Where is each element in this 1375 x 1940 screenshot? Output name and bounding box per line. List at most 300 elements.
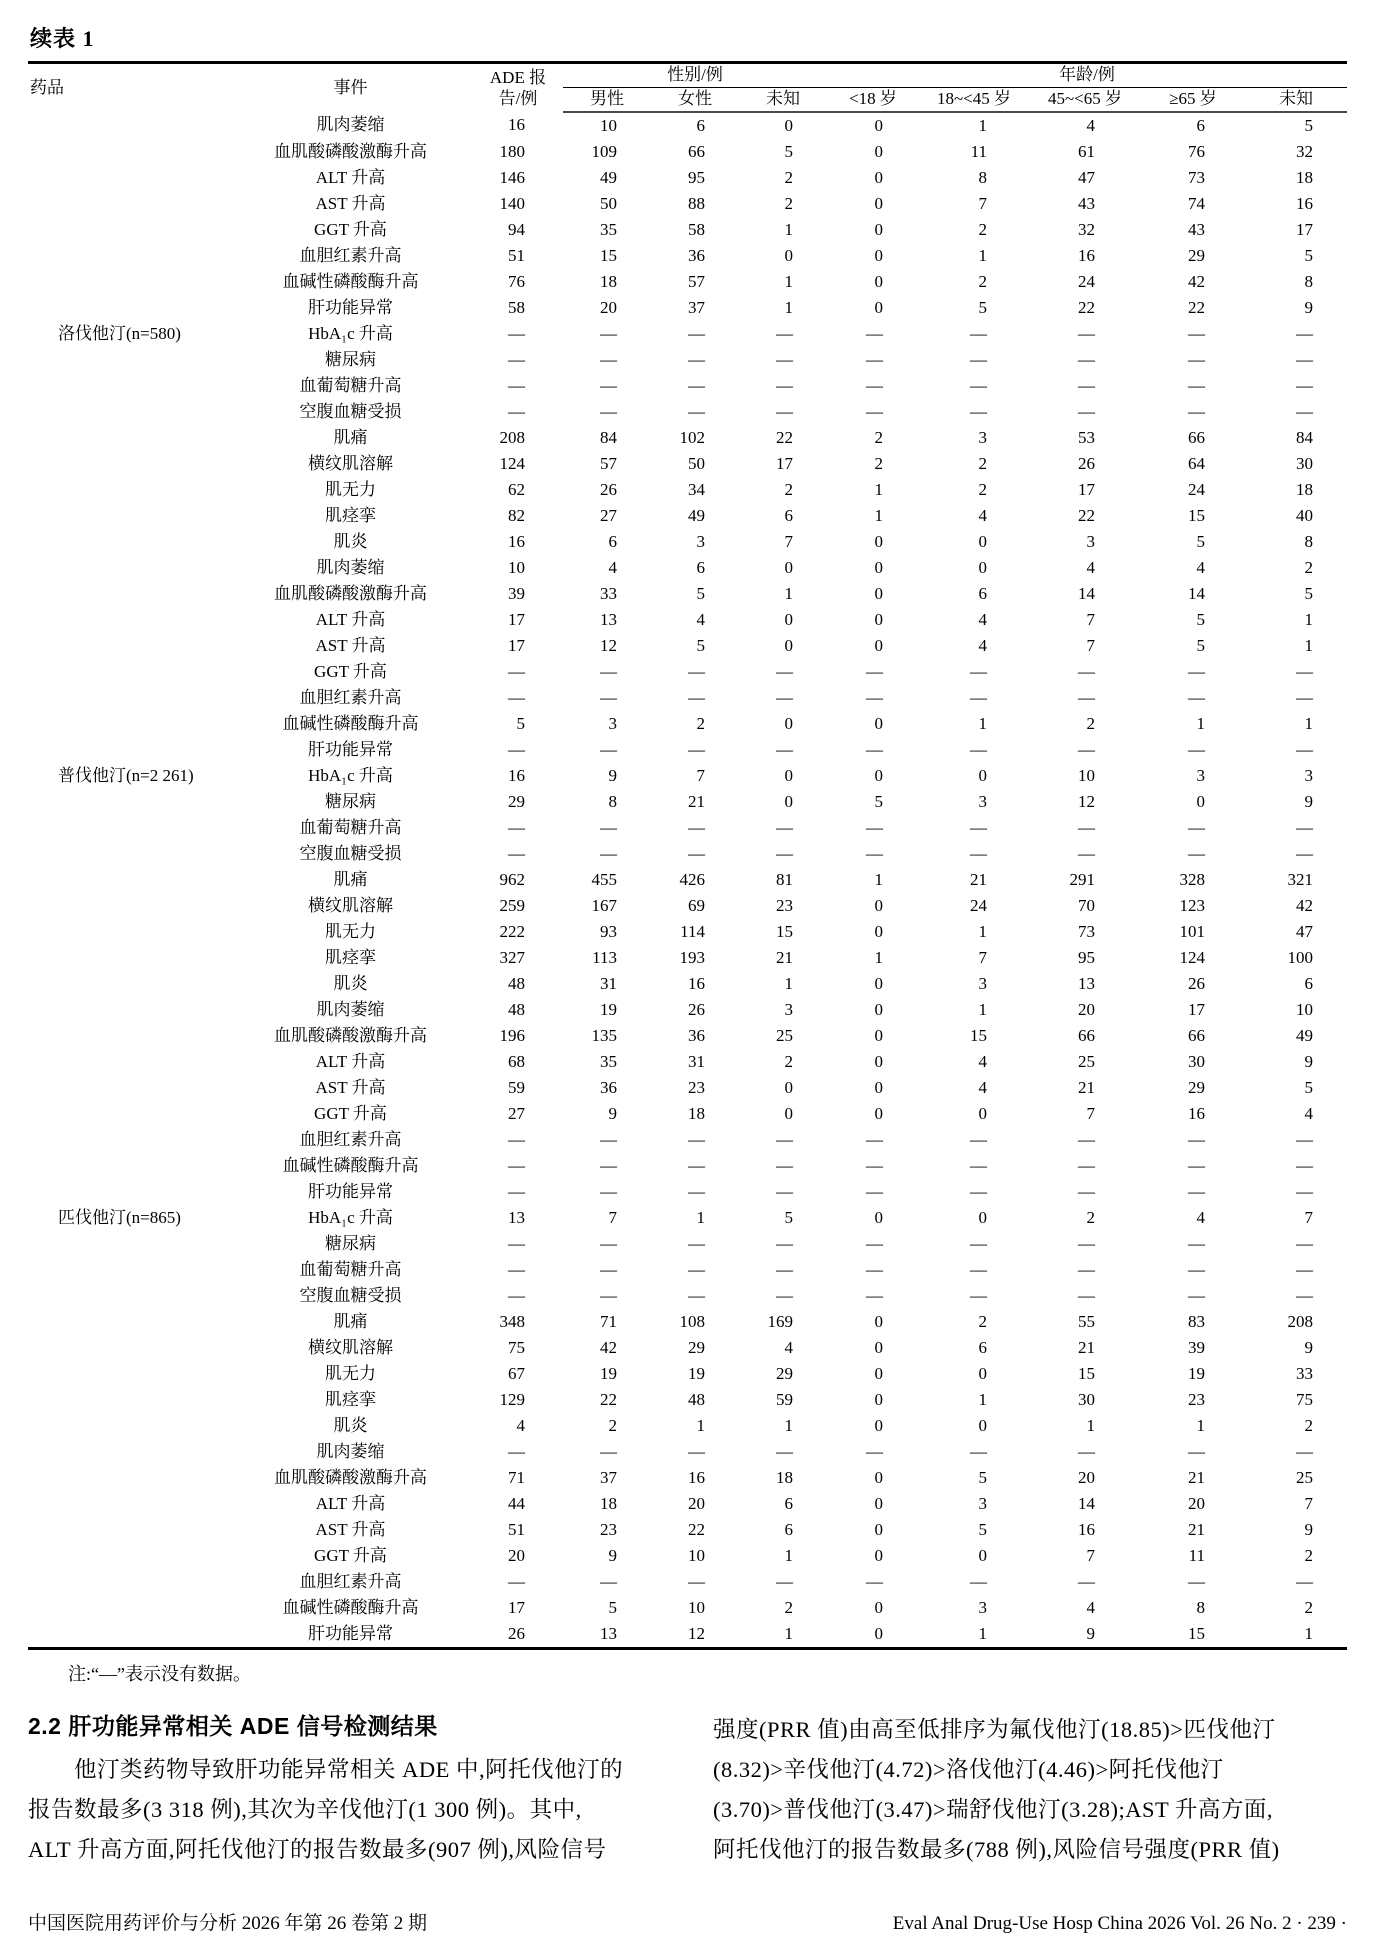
- value-cell: —: [688, 375, 705, 395]
- value-cell: 8: [1304, 531, 1314, 551]
- table-row: [28, 191, 1347, 217]
- value-cell: —: [600, 1571, 617, 1591]
- value-cell: 6: [784, 505, 793, 525]
- value-cell: 9: [1304, 1519, 1314, 1539]
- value-cell: 3: [784, 999, 793, 1019]
- value-cell: 33: [1296, 1363, 1314, 1383]
- value-cell: 1: [978, 921, 987, 941]
- value-cell: —: [1188, 323, 1205, 343]
- drug-cell: [28, 425, 228, 451]
- event-cell: 肌无力: [325, 1363, 376, 1383]
- value-cell: 21: [1188, 1467, 1205, 1487]
- value-cell: 31: [600, 973, 617, 993]
- value-cell: —: [1188, 817, 1205, 837]
- value-cell: 0: [978, 531, 987, 551]
- table-row: [28, 867, 1347, 893]
- value-cell: —: [600, 1233, 617, 1253]
- value-cell: —: [970, 687, 987, 707]
- table-row: [28, 763, 1347, 789]
- value-cell: 16: [688, 973, 705, 993]
- value-cell: 24: [970, 895, 987, 915]
- value-cell: 1: [1304, 609, 1314, 629]
- value-cell: —: [1188, 687, 1205, 707]
- value-cell: 17: [508, 635, 525, 655]
- value-cell: 0: [874, 635, 883, 655]
- value-cell: —: [508, 1181, 525, 1201]
- value-cell: 17: [508, 609, 525, 629]
- value-cell: 21: [1078, 1077, 1095, 1097]
- value-cell: —: [776, 401, 793, 421]
- value-cell: 14: [1188, 583, 1205, 603]
- value-cell: —: [600, 1155, 617, 1175]
- event-cell: 肌痉挛: [325, 947, 376, 967]
- table-row: [28, 971, 1347, 997]
- value-cell: —: [600, 843, 617, 863]
- value-cell: 15: [1188, 1623, 1205, 1643]
- value-cell: 30: [1296, 453, 1314, 473]
- event-cell: 血碱性磷酸酶升高: [282, 1155, 419, 1175]
- value-cell: 21: [1188, 1519, 1205, 1539]
- value-cell: 0: [874, 271, 883, 291]
- value-cell: —: [688, 1285, 705, 1305]
- table-row: [28, 425, 1347, 451]
- value-cell: 22: [1078, 297, 1095, 317]
- value-cell: 49: [688, 505, 705, 525]
- value-cell: 84: [600, 427, 617, 447]
- value-cell: 1: [1304, 713, 1314, 733]
- value-cell: 5: [516, 713, 525, 733]
- value-cell: 102: [679, 427, 705, 447]
- event-cell: 肌肉萎缩: [316, 557, 385, 577]
- value-cell: 9: [608, 765, 617, 785]
- value-cell: —: [1188, 1155, 1205, 1175]
- value-cell: 1: [1086, 1415, 1095, 1435]
- event-cell: GGT 升高: [314, 1103, 387, 1123]
- table-row: [28, 555, 1347, 581]
- value-cell: —: [866, 817, 883, 837]
- value-cell: 0: [874, 713, 883, 733]
- value-cell: 23: [600, 1519, 617, 1539]
- drug-cell: [28, 1127, 228, 1153]
- value-cell: 4: [696, 609, 705, 629]
- value-cell: —: [600, 349, 617, 369]
- event-cell: 横纹肌溶解: [308, 1337, 393, 1357]
- value-cell: 0: [874, 193, 883, 213]
- value-cell: 34: [688, 479, 705, 499]
- value-cell: —: [508, 739, 525, 759]
- value-cell: 0: [874, 1597, 883, 1617]
- value-cell: 7: [1304, 1493, 1314, 1513]
- value-cell: 0: [874, 1311, 883, 1331]
- table-row: [28, 1283, 1347, 1309]
- drug-cell: [28, 607, 228, 633]
- value-cell: 74: [1188, 193, 1205, 213]
- table-row: [28, 1205, 1347, 1231]
- value-cell: 53: [1078, 427, 1095, 447]
- value-cell: 36: [600, 1077, 617, 1097]
- event-cell: 肌肉萎缩: [316, 1441, 385, 1461]
- value-cell: 21: [688, 791, 705, 811]
- value-cell: —: [1296, 1181, 1314, 1201]
- drug-cell: [28, 633, 228, 659]
- value-cell: 30: [1078, 1389, 1095, 1409]
- value-cell: —: [688, 1441, 705, 1461]
- value-cell: 5: [696, 635, 705, 655]
- event-cell: HbA₁c 升高: [308, 323, 393, 343]
- value-cell: —: [1078, 323, 1095, 343]
- event-cell: 血葡萄糖升高: [299, 1259, 402, 1279]
- value-cell: 4: [1196, 557, 1205, 577]
- drug-cell: [28, 373, 228, 399]
- value-cell: 7: [978, 193, 987, 213]
- drug-cell: [28, 1309, 228, 1335]
- table-row: [28, 1439, 1347, 1465]
- table-row: [28, 1491, 1347, 1517]
- value-cell: —: [600, 1285, 617, 1305]
- value-cell: 124: [1179, 947, 1205, 967]
- value-cell: 193: [679, 947, 705, 967]
- value-cell: 9: [1086, 1623, 1095, 1643]
- event-cell: AST 升高: [315, 1519, 386, 1539]
- table-row: [28, 737, 1347, 763]
- drug-cell: [28, 1543, 228, 1569]
- value-cell: 49: [600, 167, 617, 187]
- section-heading: 2.2 肝功能异常相关 ADE 信号检测结果: [28, 1712, 438, 1739]
- value-cell: 47: [1078, 167, 1095, 187]
- value-cell: 2: [978, 219, 987, 239]
- drug-cell: [28, 1361, 228, 1387]
- value-cell: 1: [874, 869, 883, 889]
- value-cell: 58: [508, 297, 525, 317]
- value-cell: —: [866, 1181, 883, 1201]
- col-header-drug: 药品: [30, 77, 64, 97]
- value-cell: 29: [1188, 1077, 1205, 1097]
- value-cell: 4: [1086, 557, 1095, 577]
- value-cell: —: [970, 739, 987, 759]
- value-cell: —: [1296, 1441, 1314, 1461]
- value-cell: 16: [1078, 1519, 1095, 1539]
- value-cell: —: [600, 1181, 617, 1201]
- value-cell: 327: [499, 947, 525, 967]
- drug-cell: [28, 971, 228, 997]
- value-cell: 17: [1078, 479, 1095, 499]
- value-cell: 0: [784, 1103, 793, 1123]
- value-cell: —: [1188, 1259, 1205, 1279]
- value-cell: 0: [784, 115, 793, 135]
- value-cell: —: [866, 687, 883, 707]
- drug-cell: [28, 243, 228, 269]
- right-column-text-line: (3.70)>普伐他汀(3.47)>瑞舒伐他汀(3.28);AST 升高方面,: [713, 1796, 1274, 1822]
- value-cell: 0: [874, 245, 883, 265]
- event-cell: 肌无力: [325, 921, 376, 941]
- value-cell: 62: [508, 479, 525, 499]
- value-cell: —: [1296, 1285, 1314, 1305]
- value-cell: 6: [784, 1519, 793, 1539]
- value-cell: 15: [776, 921, 793, 941]
- value-cell: 23: [776, 895, 793, 915]
- value-cell: —: [688, 349, 705, 369]
- value-cell: —: [1188, 375, 1205, 395]
- value-cell: 0: [874, 921, 883, 941]
- value-cell: 0: [978, 1363, 987, 1383]
- value-cell: —: [776, 687, 793, 707]
- value-cell: 95: [688, 167, 705, 187]
- value-cell: 8: [1196, 1597, 1205, 1617]
- col-header-ade: [473, 63, 563, 112]
- page-footer: [28, 1908, 1347, 1935]
- value-cell: —: [1078, 1571, 1095, 1591]
- value-cell: —: [970, 1181, 987, 1201]
- value-cell: —: [866, 1571, 883, 1591]
- value-cell: 0: [784, 245, 793, 265]
- drug-cell: [28, 1283, 228, 1309]
- value-cell: 455: [591, 869, 617, 889]
- value-cell: 5: [1196, 531, 1205, 551]
- value-cell: 12: [1078, 791, 1095, 811]
- value-cell: 0: [784, 765, 793, 785]
- value-cell: 22: [1078, 505, 1095, 525]
- value-cell: 26: [1078, 453, 1095, 473]
- drug-cell: [28, 737, 228, 763]
- value-cell: 1: [1304, 635, 1314, 655]
- value-cell: 67: [508, 1363, 525, 1383]
- event-cell: 肝功能异常: [308, 297, 393, 317]
- value-cell: —: [776, 1285, 793, 1305]
- value-cell: 348: [499, 1311, 525, 1331]
- drug-cell: [28, 945, 228, 971]
- value-cell: 4: [1304, 1103, 1314, 1123]
- value-cell: 23: [1188, 1389, 1205, 1409]
- value-cell: —: [1188, 1571, 1205, 1591]
- value-cell: 30: [1188, 1051, 1205, 1071]
- right-column: [713, 1708, 1346, 1870]
- event-cell: 肝功能异常: [308, 1623, 393, 1643]
- value-cell: 0: [784, 1077, 793, 1097]
- value-cell: 0: [874, 1389, 883, 1409]
- value-cell: —: [508, 817, 525, 837]
- value-cell: 26: [600, 479, 617, 499]
- drug-cell: [28, 165, 228, 191]
- value-cell: 88: [688, 193, 705, 213]
- value-cell: —: [970, 817, 987, 837]
- value-cell: 0: [978, 765, 987, 785]
- left-column-text-line: 他汀类药物导致肝功能异常相关 ADE 中,阿托伐他汀的: [28, 1756, 624, 1782]
- value-cell: —: [508, 1129, 525, 1149]
- table-row: [28, 373, 1347, 399]
- value-cell: —: [1296, 739, 1314, 759]
- value-cell: 1: [784, 583, 793, 603]
- body-text: [28, 1708, 1347, 1870]
- table-row: [28, 633, 1347, 659]
- value-cell: —: [866, 401, 883, 421]
- table-row: [28, 321, 1347, 347]
- value-cell: 66: [1188, 1025, 1205, 1045]
- value-cell: 94: [508, 219, 525, 239]
- event-cell: AST 升高: [315, 635, 386, 655]
- value-cell: 9: [1304, 791, 1314, 811]
- event-cell: 肌炎: [333, 531, 368, 551]
- value-cell: 25: [1078, 1051, 1095, 1071]
- table-row: [28, 295, 1347, 321]
- value-cell: 1: [784, 219, 793, 239]
- col-header-age-unknown: 未知: [1245, 88, 1347, 112]
- value-cell: —: [508, 661, 525, 681]
- value-cell: 0: [874, 1207, 883, 1227]
- value-cell: 76: [508, 271, 525, 291]
- table-row: [28, 1387, 1347, 1413]
- value-cell: 4: [516, 1415, 525, 1435]
- value-cell: —: [1188, 401, 1205, 421]
- value-cell: 16: [688, 1467, 705, 1487]
- event-cell: 糖尿病: [325, 349, 376, 369]
- event-cell: 血肌酸磷酸激酶升高: [274, 583, 427, 603]
- table-header: [28, 63, 1347, 112]
- value-cell: —: [1078, 1181, 1095, 1201]
- table-row: [28, 659, 1347, 685]
- value-cell: —: [866, 739, 883, 759]
- value-cell: —: [970, 661, 987, 681]
- value-cell: 31: [688, 1051, 705, 1071]
- value-cell: 7: [1086, 1103, 1095, 1123]
- right-column-text-line: 强度(PRR 值)由高至低排序为氟伐他汀(18.85)>匹伐他汀: [713, 1716, 1276, 1742]
- drug-cell: [28, 139, 228, 165]
- value-cell: 84: [1296, 427, 1314, 447]
- table-row: [28, 1049, 1347, 1075]
- value-cell: 17: [1296, 219, 1314, 239]
- value-cell: 0: [874, 1025, 883, 1045]
- value-cell: 0: [874, 297, 883, 317]
- value-cell: 50: [600, 193, 617, 213]
- value-cell: 2: [1086, 1207, 1095, 1227]
- event-cell: 血胆红素升高: [299, 1129, 402, 1149]
- value-cell: 0: [784, 713, 793, 733]
- drug-cell: [28, 1387, 228, 1413]
- value-cell: 51: [508, 1519, 525, 1539]
- drug-cell: [28, 867, 228, 893]
- value-cell: 32: [1296, 141, 1314, 161]
- drug-cell: [28, 1049, 228, 1075]
- value-cell: —: [776, 349, 793, 369]
- value-cell: —: [866, 843, 883, 863]
- left-column: [28, 1708, 661, 1870]
- value-cell: 1: [874, 947, 883, 967]
- value-cell: —: [600, 401, 617, 421]
- value-cell: 37: [600, 1467, 617, 1487]
- event-cell: 肌痉挛: [325, 1389, 376, 1409]
- value-cell: 15: [1188, 505, 1205, 525]
- value-cell: 35: [600, 1051, 617, 1071]
- value-cell: —: [600, 687, 617, 707]
- value-cell: 82: [508, 505, 525, 525]
- table-row: [28, 1231, 1347, 1257]
- value-cell: 15: [600, 245, 617, 265]
- event-cell: 血碱性磷酸酶升高: [282, 713, 419, 733]
- value-cell: 16: [508, 531, 525, 551]
- value-cell: —: [776, 323, 793, 343]
- value-cell: —: [1078, 1155, 1095, 1175]
- table-row: [28, 139, 1347, 165]
- value-cell: —: [1188, 1441, 1205, 1461]
- drug-cell: [28, 841, 228, 867]
- value-cell: 10: [508, 557, 525, 577]
- value-cell: 962: [499, 869, 525, 889]
- value-cell: 259: [499, 895, 525, 915]
- value-cell: 1: [784, 297, 793, 317]
- value-cell: 4: [978, 635, 987, 655]
- value-cell: —: [970, 1233, 987, 1253]
- value-cell: —: [866, 1155, 883, 1175]
- value-cell: 0: [874, 1363, 883, 1383]
- event-cell: AST 升高: [315, 193, 386, 213]
- value-cell: 0: [784, 791, 793, 811]
- value-cell: 5: [784, 141, 793, 161]
- table-row: [28, 607, 1347, 633]
- table-row: [28, 1621, 1347, 1649]
- value-cell: —: [508, 1233, 525, 1253]
- event-cell: 血碱性磷酸酶升高: [282, 1597, 419, 1617]
- value-cell: —: [508, 349, 525, 369]
- value-cell: 43: [1078, 193, 1095, 213]
- value-cell: 19: [1188, 1363, 1205, 1383]
- value-cell: 2: [1304, 1415, 1314, 1435]
- value-cell: 70: [1078, 895, 1095, 915]
- value-cell: 208: [1287, 1311, 1314, 1331]
- value-cell: 7: [784, 531, 793, 551]
- table-row: [28, 789, 1347, 815]
- value-cell: —: [508, 323, 525, 343]
- table-row: [28, 1075, 1347, 1101]
- value-cell: 75: [508, 1337, 525, 1357]
- value-cell: —: [970, 323, 987, 343]
- value-cell: —: [1296, 349, 1314, 369]
- value-cell: —: [1296, 687, 1314, 707]
- value-cell: 5: [874, 791, 883, 811]
- event-cell: 空腹血糖受损: [299, 401, 402, 421]
- value-cell: 2: [874, 453, 883, 473]
- value-cell: 169: [767, 1311, 793, 1331]
- table-row: [28, 893, 1347, 919]
- value-cell: —: [1296, 375, 1314, 395]
- value-cell: 39: [508, 583, 525, 603]
- value-cell: 1: [784, 1545, 793, 1565]
- value-cell: 1: [1196, 1415, 1205, 1435]
- table-row: [28, 711, 1347, 737]
- value-cell: 1: [784, 1623, 793, 1643]
- value-cell: —: [688, 1155, 705, 1175]
- value-cell: —: [1078, 1441, 1095, 1461]
- value-cell: —: [1188, 1129, 1205, 1149]
- value-cell: 0: [874, 895, 883, 915]
- value-cell: —: [508, 687, 525, 707]
- value-cell: 14: [1078, 583, 1095, 603]
- value-cell: 58: [688, 219, 705, 239]
- value-cell: 42: [600, 1337, 617, 1357]
- value-cell: 35: [600, 219, 617, 239]
- value-cell: 3: [696, 531, 705, 551]
- value-cell: 18: [688, 1103, 705, 1123]
- drug-cell: [28, 685, 228, 711]
- value-cell: 49: [1296, 1025, 1314, 1045]
- value-cell: 6: [1304, 973, 1314, 993]
- value-cell: —: [1296, 1129, 1314, 1149]
- value-cell: 68: [508, 1051, 525, 1071]
- value-cell: 0: [784, 635, 793, 655]
- drug-cell: [28, 347, 228, 373]
- value-cell: 0: [978, 557, 987, 577]
- value-cell: 16: [1078, 245, 1095, 265]
- col-header-event: 事件: [333, 77, 368, 97]
- value-cell: 7: [1086, 609, 1095, 629]
